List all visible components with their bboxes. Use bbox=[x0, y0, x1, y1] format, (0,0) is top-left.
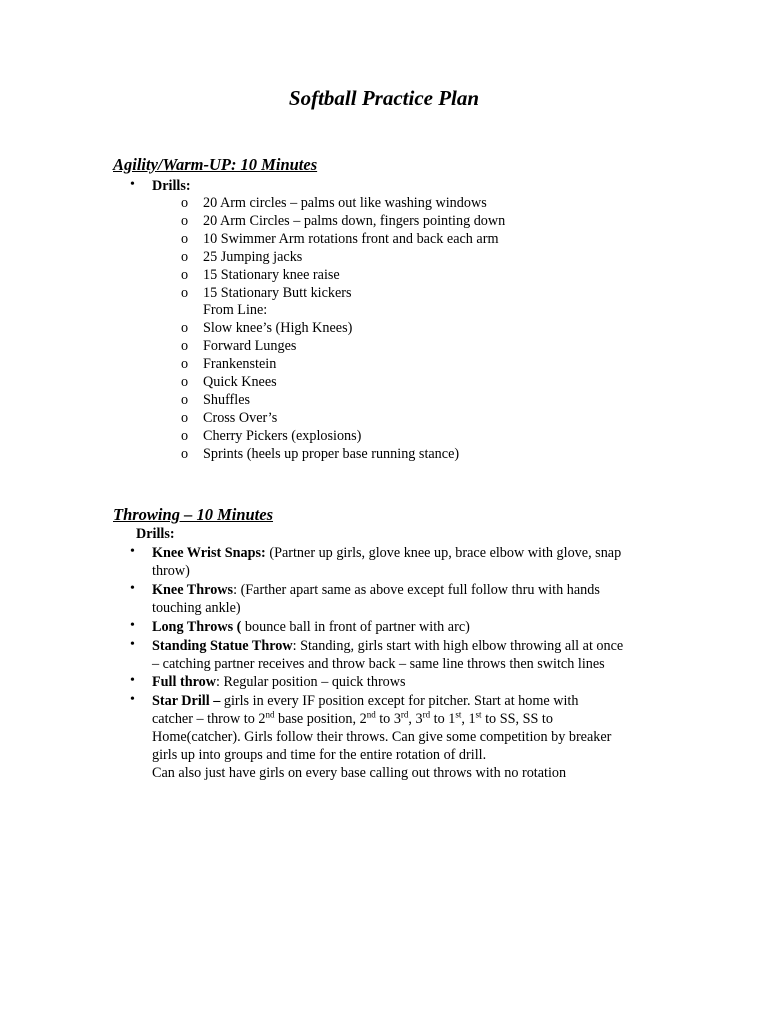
drill-name: Knee Wrist Snaps: bbox=[152, 545, 266, 561]
full-throw-line bbox=[152, 673, 406, 691]
drill-desc: : Regular position – quick throws bbox=[215, 674, 406, 690]
drill-desc: : (Farther apart same as above except full follow thru with hands bbox=[233, 582, 600, 598]
drill-item: Sprints (heels up proper base running stance) bbox=[203, 446, 460, 462]
bullet-icon: • bbox=[130, 618, 135, 633]
bullet-icon: • bbox=[130, 544, 135, 559]
agility-drills-label: Drills: bbox=[152, 178, 191, 194]
knee-throws-line2: touching ankle) bbox=[152, 600, 241, 616]
sub-bullet-icon: o bbox=[181, 285, 189, 301]
drill-item: Frankenstein bbox=[203, 356, 277, 372]
drill-item: Forward Lunges bbox=[203, 338, 297, 354]
sub-bullet-icon: o bbox=[181, 267, 189, 283]
standing-statue-line1 bbox=[152, 637, 623, 655]
bullet-icon: • bbox=[130, 692, 135, 707]
drill-item: Shuffles bbox=[203, 392, 251, 408]
drill-name: Knee Throws bbox=[152, 582, 234, 598]
ordinal-suffix: st bbox=[475, 709, 482, 720]
star-drill-line2 bbox=[152, 710, 553, 728]
standing-statue-line2: – catching partner receives and throw back – same line throws then switch lines bbox=[152, 656, 605, 672]
sub-bullet-icon: o bbox=[181, 392, 189, 408]
agility-section-heading: Agility/Warm-UP: 10 Minutes bbox=[113, 155, 318, 174]
drill-item: 10 Swimmer Arm rotations front and back each arm bbox=[203, 231, 499, 247]
drill-desc: : Standing, girls start with high elbow throwing all at once bbox=[292, 638, 624, 654]
text-run: , 3 bbox=[408, 711, 423, 727]
sub-bullet-icon: o bbox=[181, 374, 189, 390]
text-run: to 3 bbox=[375, 711, 401, 727]
knee-wrist-snaps-line2: throw) bbox=[152, 563, 190, 579]
drill-item: Slow knee’s (High Knees) bbox=[203, 320, 353, 336]
drill-item: Cherry Pickers (explosions) bbox=[203, 428, 362, 444]
drill-name: Long Throws ( bbox=[152, 619, 242, 635]
drill-desc: bounce ball in front of partner with arc) bbox=[241, 619, 470, 635]
drill-item: 15 Stationary Butt kickers bbox=[203, 285, 352, 301]
knee-throws-line1 bbox=[152, 581, 600, 599]
long-throws-line bbox=[152, 618, 470, 636]
drill-item: 20 Arm Circles – palms down, fingers pointing down bbox=[203, 213, 506, 229]
sub-bullet-icon: o bbox=[181, 249, 189, 265]
throwing-drills-label: Drills: bbox=[136, 526, 175, 542]
sub-bullet-icon: o bbox=[181, 356, 189, 372]
ordinal-suffix: nd bbox=[366, 709, 376, 720]
ordinal-suffix: st bbox=[455, 709, 462, 720]
bullet-icon: • bbox=[130, 637, 135, 652]
ordinal-suffix: rd bbox=[400, 709, 409, 720]
sub-bullet-icon: o bbox=[181, 231, 189, 247]
bullet-icon: • bbox=[130, 177, 135, 192]
drill-item: 15 Stationary knee raise bbox=[203, 267, 340, 283]
sub-bullet-icon: o bbox=[181, 428, 189, 444]
text-run: to SS, SS to bbox=[481, 711, 553, 727]
star-drill-line1 bbox=[152, 692, 578, 710]
drill-desc: (Partner up girls, glove knee up, brace elbow with glove, snap bbox=[265, 545, 622, 561]
drill-item: Cross Over’s bbox=[203, 410, 278, 426]
drill-name: Standing Statue Throw bbox=[152, 638, 293, 654]
star-drill-line5: Can also just have girls on every base calling out throws with no rotation bbox=[152, 765, 567, 781]
drill-item: 20 Arm circles – palms out like washing windows bbox=[203, 195, 487, 211]
drill-name: Star Drill – bbox=[152, 693, 221, 709]
text-run: base position, 2 bbox=[274, 711, 367, 727]
drill-desc: girls in every IF position except for pitcher. Start at home with bbox=[220, 693, 579, 709]
ordinal-suffix: rd bbox=[422, 709, 431, 720]
sub-bullet-icon: o bbox=[181, 320, 189, 336]
throwing-section-heading: Throwing – 10 Minutes bbox=[113, 505, 274, 524]
from-line-label: From Line: bbox=[203, 302, 268, 318]
drill-name: Full throw bbox=[152, 674, 216, 690]
bullet-icon: • bbox=[130, 673, 135, 688]
text-run: to 1 bbox=[430, 711, 456, 727]
star-drill-line3: Home(catcher). Girls follow their throws. Can give some competition by breaker bbox=[152, 729, 612, 745]
bullet-icon: • bbox=[130, 581, 135, 596]
sub-bullet-icon: o bbox=[181, 213, 189, 229]
drill-item: 25 Jumping jacks bbox=[203, 249, 303, 265]
sub-bullet-icon: o bbox=[181, 195, 189, 211]
sub-bullet-icon: o bbox=[181, 446, 189, 462]
page-title: Softball Practice Plan bbox=[288, 86, 480, 110]
sub-bullet-icon: o bbox=[181, 338, 189, 354]
sub-bullet-icon: o bbox=[181, 410, 189, 426]
text-run: , 1 bbox=[461, 711, 476, 727]
text-run: catcher – throw to 2 bbox=[152, 711, 266, 727]
ordinal-suffix: nd bbox=[265, 709, 275, 720]
star-drill-line4: girls up into groups and time for the entire rotation of drill. bbox=[152, 747, 487, 763]
knee-wrist-snaps-line1 bbox=[152, 544, 621, 562]
drill-item: Quick Knees bbox=[203, 374, 277, 390]
